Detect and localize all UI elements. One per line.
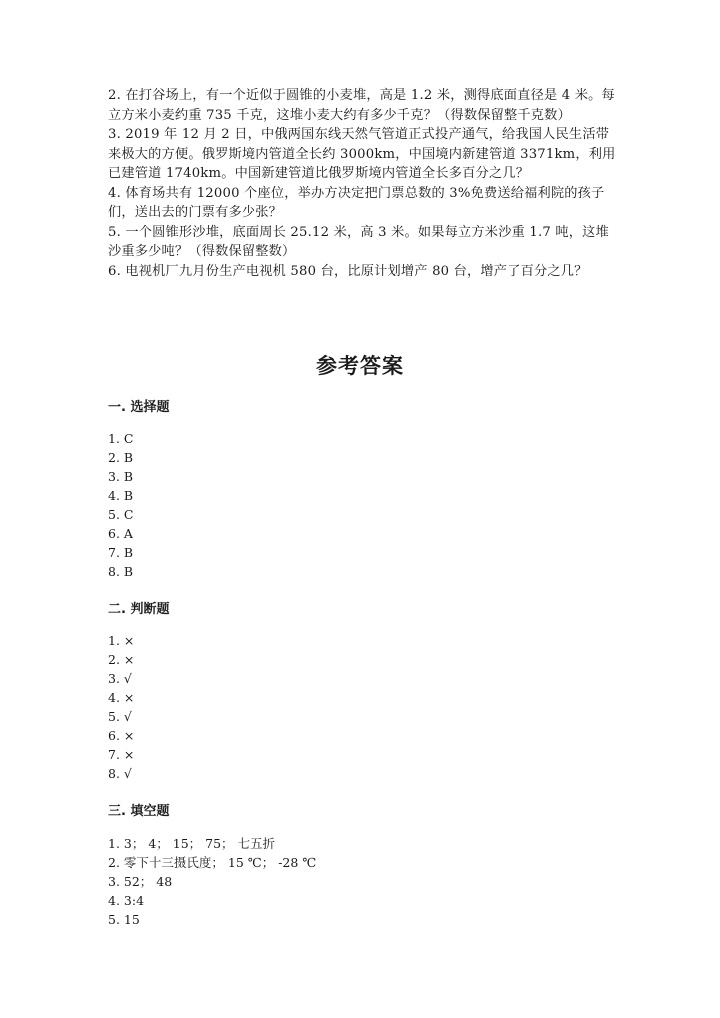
problem-5: 5. 一个圆锥形沙堆，底面周长 25.12 米，高 3 米。如果每立方米沙重 1.7 吨，这堆沙重多少吨？（得数保留整数） (108, 224, 609, 259)
true-false-answers (108, 631, 134, 783)
fill-in-answers (108, 834, 316, 929)
answer-item: 6. A (108, 526, 133, 541)
answer-key-title: 参考答案 (316, 354, 404, 378)
section-heading-true-false: 二. 判断题 (108, 602, 170, 617)
answer-item: 2. × (108, 652, 135, 667)
section-heading-fill-in: 三. 填空题 (108, 804, 170, 819)
answer-item: 4. B (108, 488, 134, 503)
answer-item: 2. B (108, 450, 134, 465)
answer-item: 8. B (108, 564, 134, 579)
answer-item: 5. C (108, 507, 134, 522)
problem-2: 2. 在打谷场上，有一个近似于圆锥的小麦堆，高是 1.2 米，测得底面直径是 4 米。每立方米小麦约重 735 千克，这堆小麦大约有多少千克？（得数保留整千克数） (108, 88, 615, 123)
answer-item: 7. B (108, 545, 134, 560)
word-problems (108, 86, 616, 281)
answer-item: 5. 15 (108, 912, 140, 927)
answer-item: 5. √ (108, 709, 132, 724)
answer-item: 4. × (108, 690, 135, 705)
answer-item: 3. 52； 48 (108, 874, 173, 889)
problem-4: 4. 体育场共有 12000 个座位，举办方决定把门票总数的 3%免费送给福利院的孩子们，送出去的门票有多少张？ (108, 185, 605, 220)
answer-item: 8. √ (108, 766, 132, 781)
answer-item: 4. 3:4 (108, 893, 145, 908)
answer-item: 2. 零下十三摄氏度； 15 ℃； -28 ℃ (108, 855, 317, 870)
answer-item: 1. × (108, 633, 135, 648)
multiple-choice-answers (108, 429, 133, 581)
answer-item: 6. × (108, 728, 135, 743)
problem-6: 6. 电视机厂九月份生产电视机 580 台，比原计划增产 80 台，增产了百分之几？ (108, 263, 588, 279)
answer-item: 1. C (108, 431, 134, 446)
answer-item: 1. 3； 4； 15； 75； 七五折 (108, 836, 276, 851)
answer-item: 7. × (108, 747, 135, 762)
section-heading-multiple-choice: 一. 选择题 (108, 400, 170, 415)
answer-item: 3. √ (108, 671, 132, 686)
problem-3: 3. 2019 年 12 月 2 日，中俄两国东线天然气管道正式投产通气，给我国人民生活带来极大的方便。俄罗斯境内管道全长约 3000km，中国境内新建管道 3371km，利用已建管道 1740km。中国新建管道比俄罗斯境内管道全长多百分之几？ (108, 127, 616, 181)
answer-item: 3. B (108, 469, 134, 484)
